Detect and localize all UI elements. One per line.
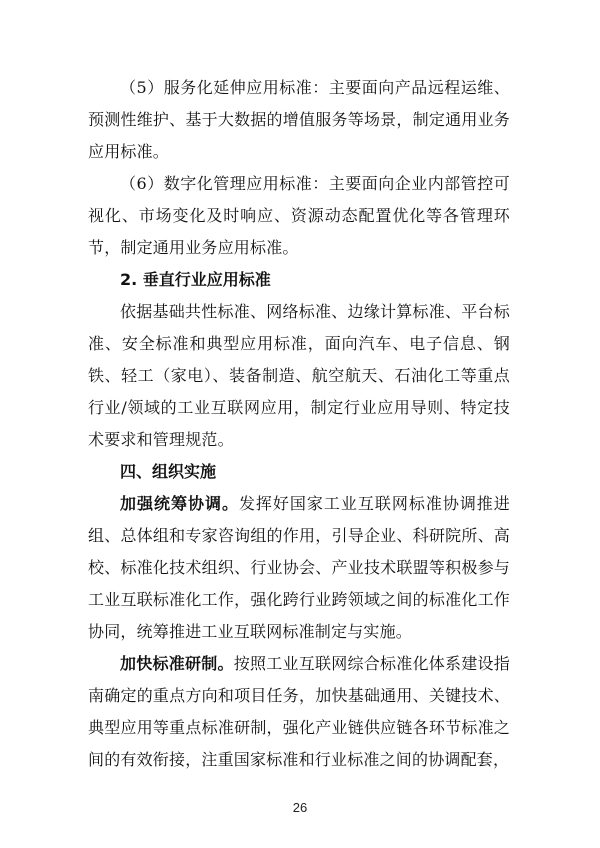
paragraph-standard-development — [88, 648, 510, 776]
section-heading-vertical-industry: 2. 垂直行业应用标准 — [120, 270, 271, 289]
paragraph-service-extension: （5）服务化延伸应用标准：主要面向产品远程运维、预测性维护、基于大数据的增值服务等场景，制定通用业务应用标准。 — [88, 78, 510, 161]
paragraph-digital-management: （6）数字化管理应用标准：主要面向企业内部管控可视化、市场变化及时响应、资源动态配置优化等各管理环节，制定通用业务应用标准。 — [88, 174, 510, 257]
paragraph-lead-standard-development: 加快标准研制。 — [120, 654, 234, 673]
paragraph-lead-coordination: 加强统筹协调。 — [120, 494, 239, 513]
paragraph-body-standard-development: 按照工业互联网综合标准化体系建设指南确定的重点方向和项目任务，加快基础通用、关键技术、典型应用等重点标准研制，强化产业链供应链各环节标准之间的有效衔接，注重国家标准和行业标准之间的协调配套， — [88, 654, 510, 769]
paragraph-coordination — [88, 488, 510, 648]
page-number: 26 — [292, 800, 308, 815]
paragraph-vertical-industry: 依据基础共性标准、网络标准、边缘计算标准、平台标准、安全标准和典型应用标准，面向汽车、电子信息、钢铁、轻工（家电）、装备制造、航空航天、石油化工等重点行业/领域的工业互联网应用，制定行业应用导则、特定技术要求和管理规范。 — [88, 302, 510, 449]
paragraph-body-coordination: 发挥好国家工业互联网标准协调推进组、总体组和专家咨询组的作用，引导企业、科研院所、高校、标准化技术组织、行业协会、产业技术联盟等积极参与工业互联标准化工作，强化跨行业跨领域之间的标准化工作协同，统筹推进工业互联网标准制定与实施。 — [88, 494, 510, 641]
section-heading-organization: 四、组织实施 — [120, 462, 217, 481]
